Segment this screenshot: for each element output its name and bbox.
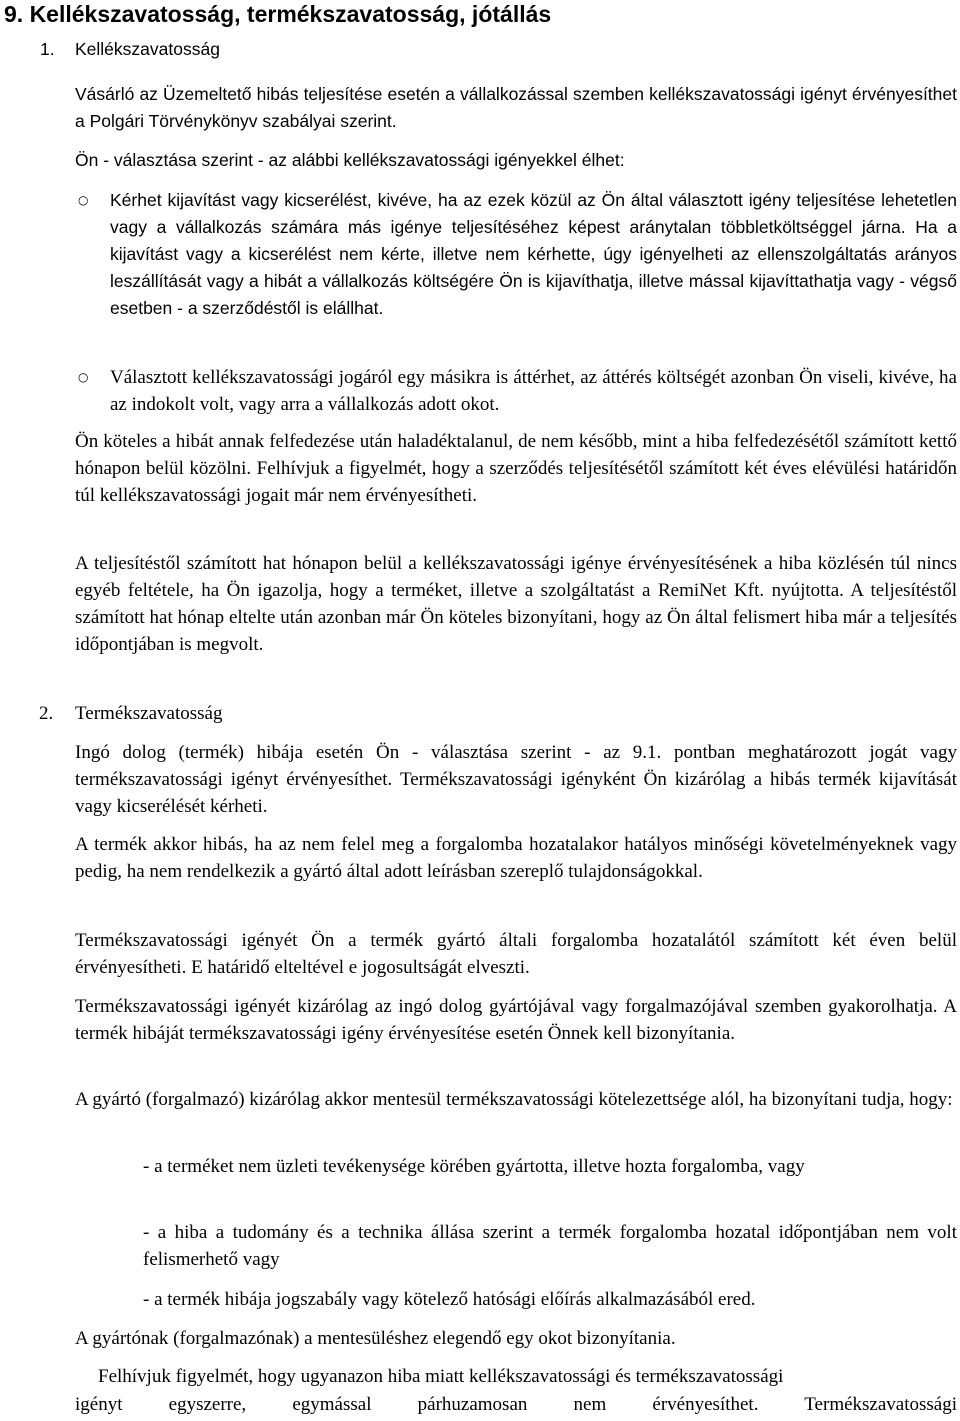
dash-list-item: - a terméket nem üzleti tevékenysége körében gyártotta, illetve hozta forgalomba, vagy [143,1156,805,1177]
paragraph: Vásárló az Üzemeltető hibás teljesítése esetén a vállalkozással szemben kellékszavatossági igényt érvényesíthet a Polgári Törvénykönyv szabályai szerint. [75,84,957,131]
paragraph: A termék akkor hibás, ha az nem felel meg a forgalomba hozatalakor hatályos minőségi követelményeknek vagy pedig, ha nem rendelkezik a gyártó által adott leírásban szereplő tulajdonságokkal. [75,834,957,882]
subsection-2-title: Termékszavatosság [75,703,223,724]
section-heading: 9. Kellékszavatosság, termékszavatosság, jótállás [4,1,552,27]
circle-bullet-icon: ○ [78,193,89,207]
subsection-1-title: Kellékszavatosság [75,39,220,59]
subsection-1-number: 1. [40,39,55,59]
list-item: Választott kellékszavatossági jogáról egy másikra is áttérhet, az áttérés költségét azonban Ön viseli, kivéve, ha az indokolt volt, vagy arra a vállalkozás adott okot. [110,367,957,415]
paragraph: Termékszavatossági igényét kizárólag az ingó dolog gyártójával vagy forgalmazójával szemben gyakorolhatja. A termék hibáját termékszavatossági igény érvényesítése esetén Önnek kell bizonyítania. [75,996,957,1044]
paragraph-line: igényt egyszerre, egymással párhuzamosan nem érvényesíthet. Termékszavatossági [75,1394,957,1415]
paragraph: Termékszavatossági igényét Ön a termék gyártó általi forgalomba hozatalától számított két éven belül érvényesítheti. E határidő elteltével e jogosultságát elveszti. [75,930,957,978]
dash-list-item: - a hiba a tudomány és a technika állása szerint a termék forgalomba hozatal időpontjában nem volt felismerhető vagy [143,1222,957,1270]
dash-list-item: - a termék hibája jogszabály vagy kötelező hatósági előírás alkalmazásából ered. [143,1289,756,1310]
circle-bullet-icon: ○ [78,370,89,384]
paragraph: A gyártó (forgalmazó) kizárólag akkor mentesül termékszavatossági kötelezettsége alól, ha bizonyítani tudja, hogy: [75,1089,953,1110]
subsection-2-number: 2. [39,703,54,724]
paragraph: Ön köteles a hibát annak felfedezése után haladéktalanul, de nem később, mint a hiba felfedezésétől számított kettő hónapon belül közölni. Felhívjuk a figyelmét, hogy a szerződés teljesítésétől számított két éves elévülési határidőn túl kellékszavatossági jogait már nem érvényesítheti. [75,431,957,506]
paragraph: A gyártónak (forgalmazónak) a mentesüléshez elegendő egy okot bizonyítania. [75,1328,676,1349]
paragraph: Ön - választása szerint - az alábbi kellékszavatossági igényekkel élhet: [75,150,625,170]
paragraph: Ingó dolog (termék) hibája esetén Ön - választása szerint - az 9.1. pontban meghatározott jogát vagy termékszavatossági igényt érvényesíthet. Termékszavatossági igényként Ön kizárólag a hibás termék kijavítását vagy kicserélését kérheti. [75,742,957,817]
paragraph: A teljesítéstől számított hat hónapon belül a kellékszavatossági igénye érvényesítésének a hiba közlésén túl nincs egyéb feltétele, ha Ön igazolja, hogy a terméket, illetve a szolgáltatást a RemiNet Kft. nyújtotta. A teljesítéstől számított hat hónap eltelte után azonban már Ön köteles bizonyítani, hogy az Ön által felismert hiba már a teljesítés időpontjában is megvolt. [75,553,957,655]
list-item: Kérhet kijavítást vagy kicserélést, kivéve, ha az ezek közül az Ön által választott igény teljesítése lehetetlen vagy a vállalkozás számára más igénye teljesítéséhez képest aránytalan többletköltséggel járna. Ha a kijavítást vagy a kicserélést nem kérte, illetve nem kérhette, úgy igényelheti az ellenszolgáltatás arányos leszállítását vagy a hibát a vállalkozás költségére Ön is kijavíthatja, illetve mással kijavíttathatja vagy - végső esetben - a szerződéstől is elállhat. [110,190,957,318]
paragraph-line: Felhívjuk figyelmét, hogy ugyanazon hiba miatt kellékszavatossági és termékszavatossági [98,1366,784,1387]
